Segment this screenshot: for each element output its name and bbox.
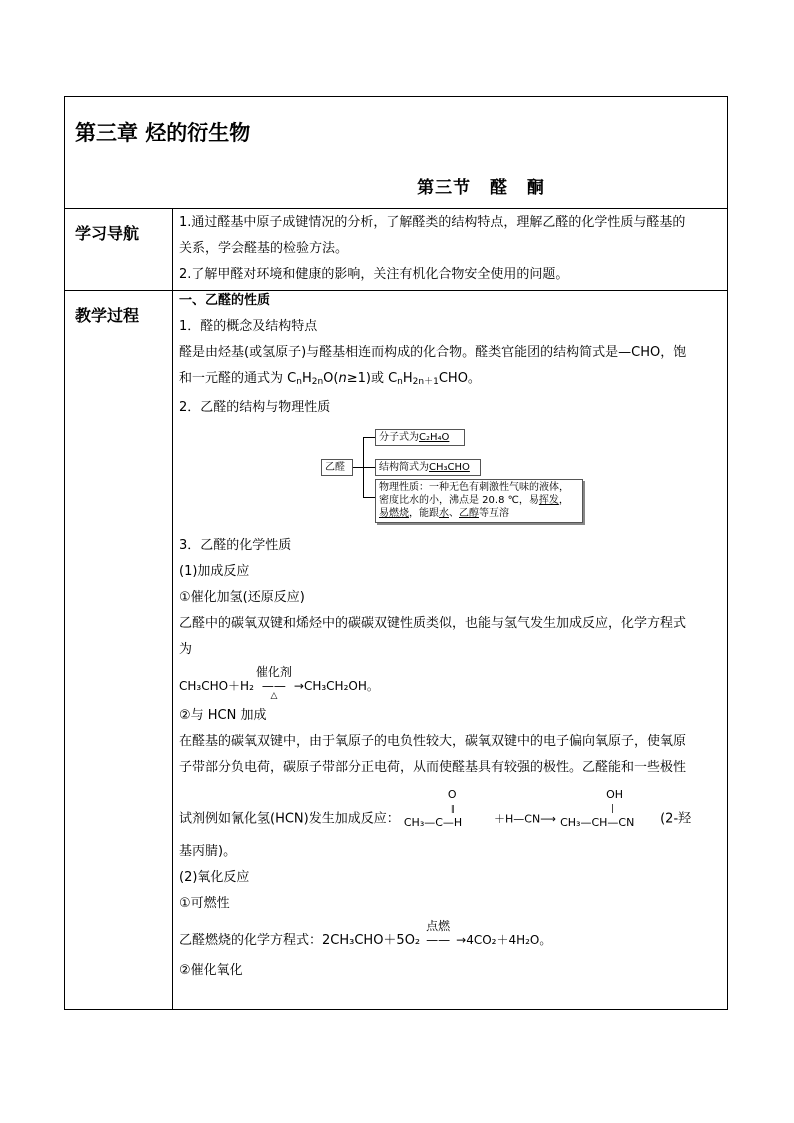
heading-catalytic-oxidation: ②催化氧化	[179, 963, 243, 978]
physical-properties-box: 物理性质：一种无色有刺激性气味的液体， 密度比水的小，沸点是 20.8 ℃，易挥发， 易燃烧，能跟水、乙醇等互溶	[375, 479, 583, 523]
para-hcn-2: 子带部分负电荷，碳原子带部分正电荷，从而使醛基具有较强的极性。乙醛能和一些极性	[179, 760, 687, 775]
worksheet-table	[64, 96, 728, 1010]
equation-combustion: 乙醛燃烧的化学方程式：2CH₃CHO＋5O₂ 点燃 —— →4CO₂＋4H₂O。	[179, 927, 721, 954]
heading-structure: 2．乙醛的结构与物理性质	[179, 400, 331, 415]
heading-chemical: 3．乙醛的化学性质	[179, 538, 292, 553]
header-row	[65, 97, 727, 209]
para-concept-2: 和一元醛的通式为 $C_nH_{2n}O(n\ge 1)$或 $C_nH_{2n+1}CHO$。	[179, 371, 481, 387]
formula-box: 分子式为C₂H₄O	[375, 429, 465, 446]
heading-combustion: ①可燃性	[179, 896, 230, 911]
equation-hydrogenation: CH₃CHO＋H₂ 催化剂 —— △ →CH₃CH₂OH。	[179, 665, 379, 701]
heading-hydrogenation: ①催化加氢(还原反应)	[179, 590, 305, 605]
heading-addition: (1)加成反应	[179, 564, 250, 579]
guide-label-cell	[65, 209, 173, 290]
process-body	[173, 291, 727, 1009]
guide-body	[173, 209, 727, 290]
para-hcn-1: 在醛基的碳氧双键中，由于氧原子的电负性较大，碳氧双键中的电子偏向氧原子，使氧原	[179, 734, 687, 749]
guide-line-1: 1.通过醛基中原子成键情况的分析，了解醛类的结构特点，理解乙醛的化学性质与醛基的	[179, 215, 686, 230]
heading-concept: 1．醛的概念及结构特点	[179, 319, 318, 334]
guide-line-3: 2.了解甲醛对环境和健康的影响，关注有机化合物安全使用的问题。	[179, 267, 569, 282]
guide-label: 学习导航	[75, 224, 140, 243]
heading-hcn-addition: ②与 HCN 加成	[179, 708, 267, 723]
heading-aldehyde-properties: 一、乙醛的性质	[179, 293, 271, 308]
section-word-aldehyde: 醛	[490, 178, 508, 198]
arrow-with-conditions: 催化剂 —— △	[255, 665, 292, 701]
reactant-structure: O ‖ CH₃—C—H	[403, 788, 463, 829]
process-row	[65, 291, 727, 1009]
section-word-ketone: 酮	[526, 178, 545, 198]
diagram-branch-1	[363, 437, 375, 438]
para-hcn-4: 基丙腈)。	[179, 844, 237, 859]
guide-row	[65, 209, 727, 291]
section-title	[65, 173, 727, 198]
para-hydrogenation-2: 为	[179, 642, 193, 657]
diagram-branch-2	[363, 467, 375, 468]
guide-line-2: 关系，学会醛基的检验方法。	[179, 241, 349, 256]
product-structure: OH | CH₃—CH—CN	[560, 788, 635, 829]
diagram-root-box: 乙醛	[321, 459, 353, 476]
diagram-branch-3	[363, 497, 375, 498]
diagram-connector	[353, 467, 363, 468]
process-label-cell	[65, 291, 173, 1009]
heading-oxidation: (2)氧化反应	[179, 870, 250, 885]
para-hydrogenation-1: 乙醛中的碳氧双键和烯烃中的碳碳双键性质类似，也能与氢气发生加成反应，化学方程式	[179, 616, 687, 631]
section-number: 第三节	[417, 178, 472, 198]
para-hcn-3: 试剂例如氰化氢(HCN)发生加成反应： O ‖ CH₃—C—H ＋H—CN⟶ OH | CH₃—CH—CN (2-羟	[179, 799, 721, 839]
para-concept-1: 醛是由烃基(或氢原子)与醛基相连而构成的化合物。醛类官能团的结构简式是—CHO，饱	[179, 345, 687, 360]
acetaldehyde-diagram	[179, 425, 721, 521]
structure-box: 结构简式为CH₃CHO	[375, 459, 481, 476]
arrow-ignite: 点燃 ——	[426, 919, 451, 947]
process-label: 教学过程	[75, 306, 140, 325]
chapter-title: 第三章 烃的衍生物	[75, 121, 251, 145]
